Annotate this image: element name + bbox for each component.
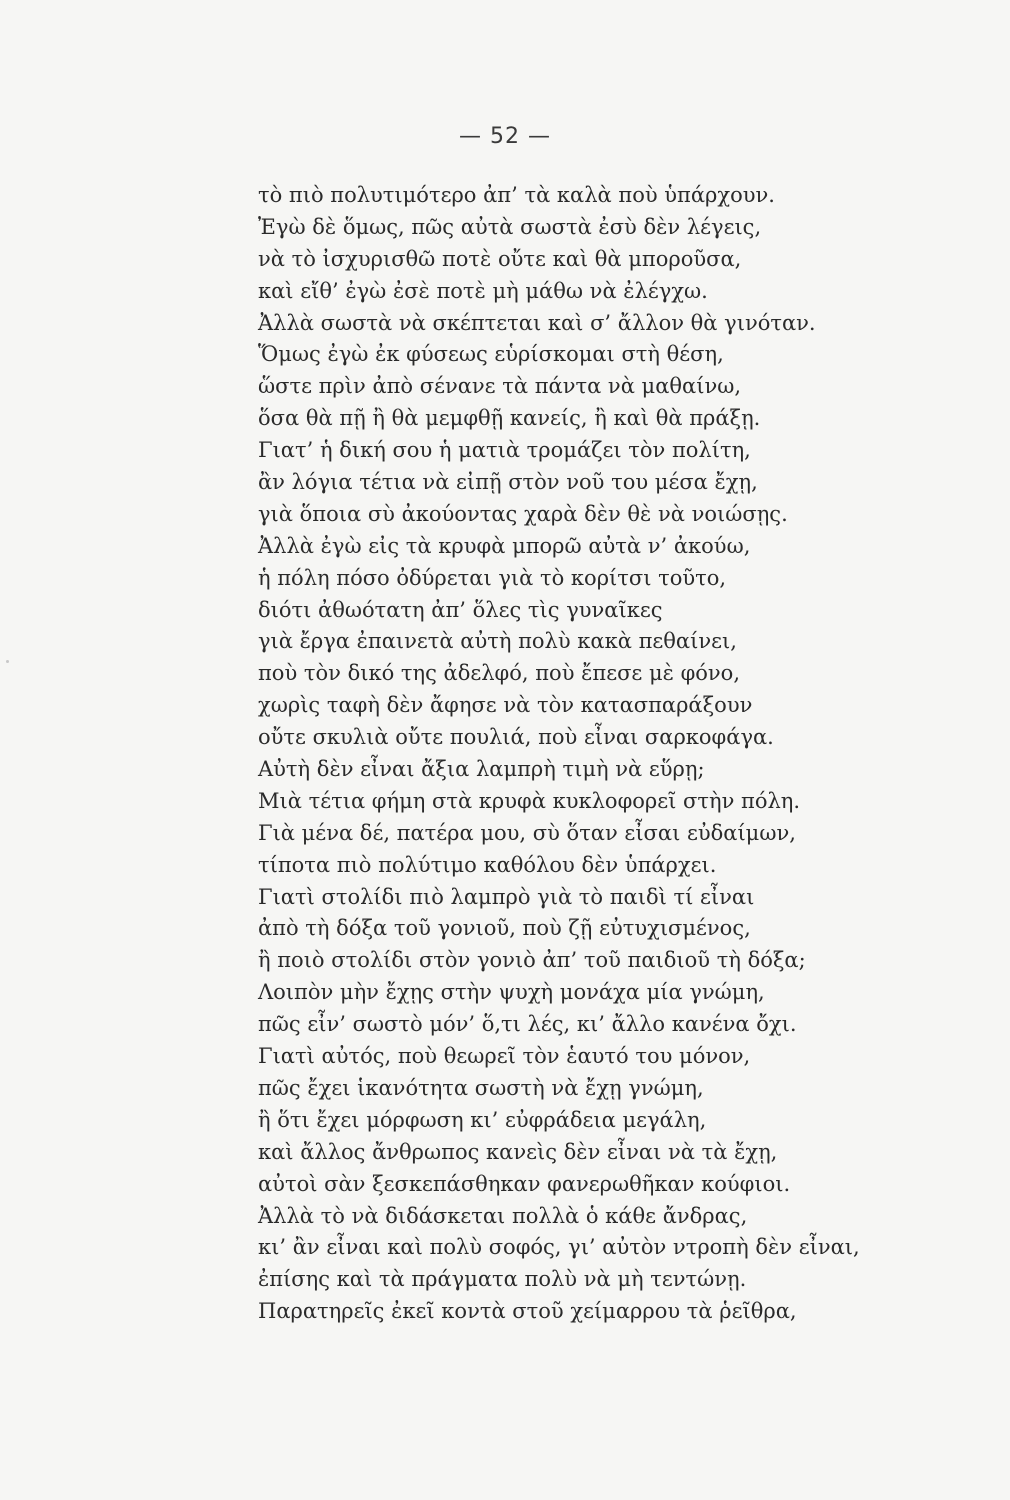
- verse-line: Ἀλλὰ σωστὰ νὰ σκέπτεται καὶ σ’ ἄλλον θὰ γινόταν.: [258, 310, 816, 335]
- verse-line: Ἀλλὰ τὸ νὰ διδάσκεται πολλὰ ὁ κάθε ἄνδρας,: [258, 1203, 748, 1228]
- verse-line: ποὺ τὸν δικό της ἀδελφό, ποὺ ἔπεσε μὲ φόνο,: [258, 661, 741, 686]
- verse-line: πῶς εἶν’ σωστὸ μόν’ ὅ,τι λές, κι’ ἄλλο κανένα ὄχι.: [258, 1012, 797, 1037]
- verse-line: διότι ἀθωότατη ἀπ’ ὅλες τὶς γυναῖκες: [258, 597, 663, 622]
- verse-line: Ὅμως ἐγὼ ἐκ φύσεως εὑρίσκομαι στὴ θέση,: [258, 342, 724, 367]
- verse-line: ἂν λόγια τέτια νὰ εἰπῇ στὸν νοῦ του μέσα ἔχῃ,: [258, 470, 758, 495]
- scan-speck: [6, 660, 9, 663]
- verse-line: Λοιπὸν μὴν ἔχῃς στὴν ψυχὴ μονάχα μία γνώμη,: [258, 980, 765, 1005]
- verse-line: χωρὶς ταφὴ δὲν ἄφησε νὰ τὸν κατασπαράξουν: [258, 693, 753, 718]
- verse-line: γιὰ ὅποια σὺ ἀκούοντας χαρὰ δὲν θὲ νὰ νοιώσῃς.: [258, 501, 788, 526]
- verse-line: Αὐτὴ δὲν εἶναι ἄξια λαμπρὴ τιμὴ νὰ εὕρῃ;: [258, 757, 705, 782]
- verse-text-block: [258, 180, 878, 1328]
- verse-line: νὰ τὸ ἰσχυρισθῶ ποτὲ οὔτε καὶ θὰ μποροῦσα,: [258, 246, 742, 271]
- verse-line: κι’ ἂν εἶναι καὶ πολὺ σοφός, γι’ αὐτὸν ντροπὴ δὲν εἶναι,: [258, 1235, 860, 1260]
- verse-line: ἀπὸ τὴ δόξα τοῦ γονιοῦ, ποὺ ζῇ εὐτυχισμένος,: [258, 916, 751, 941]
- verse-line: Μιὰ τέτια φήμη στὰ κρυφὰ κυκλοφορεῖ στὴν πόλη.: [258, 788, 801, 813]
- page-number: — 52 —: [459, 124, 551, 149]
- verse-line: ὥστε πρὶν ἀπὸ σένανε τὰ πάντα νὰ μαθαίνω,: [258, 374, 742, 399]
- verse-line: καὶ εἴθ’ ἐγὼ ἐσὲ ποτὲ μὴ μάθω νὰ ἐλέγχω.: [258, 278, 708, 303]
- verse-line: πῶς ἔχει ἱκανότητα σωστὴ νὰ ἔχῃ γνώμη,: [258, 1075, 704, 1100]
- verse-line: Γιὰ μένα δέ, πατέρα μου, σὺ ὅταν εἶσαι εὐδαίμων,: [258, 820, 796, 845]
- verse-line: Γιατὶ αὐτός, ποὺ θεωρεῖ τὸν ἑαυτό του μόνον,: [258, 1044, 751, 1069]
- verse-line: τίποτα πιὸ πολύτιμο καθόλου δὲν ὑπάρχει.: [258, 852, 717, 877]
- verse-line: Παρατηρεῖς ἐκεῖ κοντὰ στοῦ χείμαρρου τὰ ῥεῖθρα,: [258, 1299, 797, 1324]
- verse-line: ἢ ποιὸ στολίδι στὸν γονιὸ ἀπ’ τοῦ παιδιοῦ τὴ δόξα;: [258, 948, 806, 973]
- verse-line: Γιατ’ ἡ δική σου ἡ ματιὰ τρομάζει τὸν πολίτη,: [258, 438, 751, 463]
- verse-line: Ἐγὼ δὲ ὅμως, πῶς αὐτὰ σωστὰ ἐσὺ δὲν λέγεις,: [258, 214, 762, 239]
- verse-line: ἢ ὅτι ἔχει μόρφωση κι’ εὐφράδεια μεγάλη,: [258, 1107, 707, 1132]
- verse-line: ἡ πόλη πόσο ὀδύρεται γιὰ τὸ κορίτσι τοῦτο,: [258, 565, 727, 590]
- verse-line: Γιατὶ στολίδι πιὸ λαμπρὸ γιὰ τὸ παιδὶ τί εἶναι: [258, 884, 755, 909]
- verse-line: καὶ ἄλλος ἄνθρωπος κανεὶς δὲν εἶναι νὰ τὰ ἔχῃ,: [258, 1139, 778, 1164]
- verse-line: τὸ πιὸ πολυτιμότερο ἀπ’ τὰ καλὰ ποὺ ὑπάρχουν.: [258, 183, 775, 207]
- verse-line: οὔτε σκυλιὰ οὔτε πουλιά, ποὺ εἶναι σαρκοφάγα.: [258, 725, 774, 750]
- verse-line: γιὰ ἔργα ἐπαινετὰ αὐτὴ πολὺ κακὰ πεθαίνει,: [258, 629, 737, 654]
- verse-line: Ἀλλὰ ἐγὼ εἰς τὰ κρυφὰ μπορῶ αὐτὰ ν’ ἀκούω,: [258, 533, 751, 558]
- verse-line: αὐτοὶ σὰν ξεσκεπάσθηκαν φανερωθῆκαν κούφιοι.: [258, 1171, 791, 1196]
- verse-line: ἐπίσης καὶ τὰ πράγματα πολὺ νὰ μὴ τεντώνῃ.: [258, 1267, 747, 1292]
- verse-line: ὅσα θὰ πῇ ἢ θὰ μεμφθῇ κανείς, ἢ καὶ θὰ πράξῃ.: [258, 406, 761, 431]
